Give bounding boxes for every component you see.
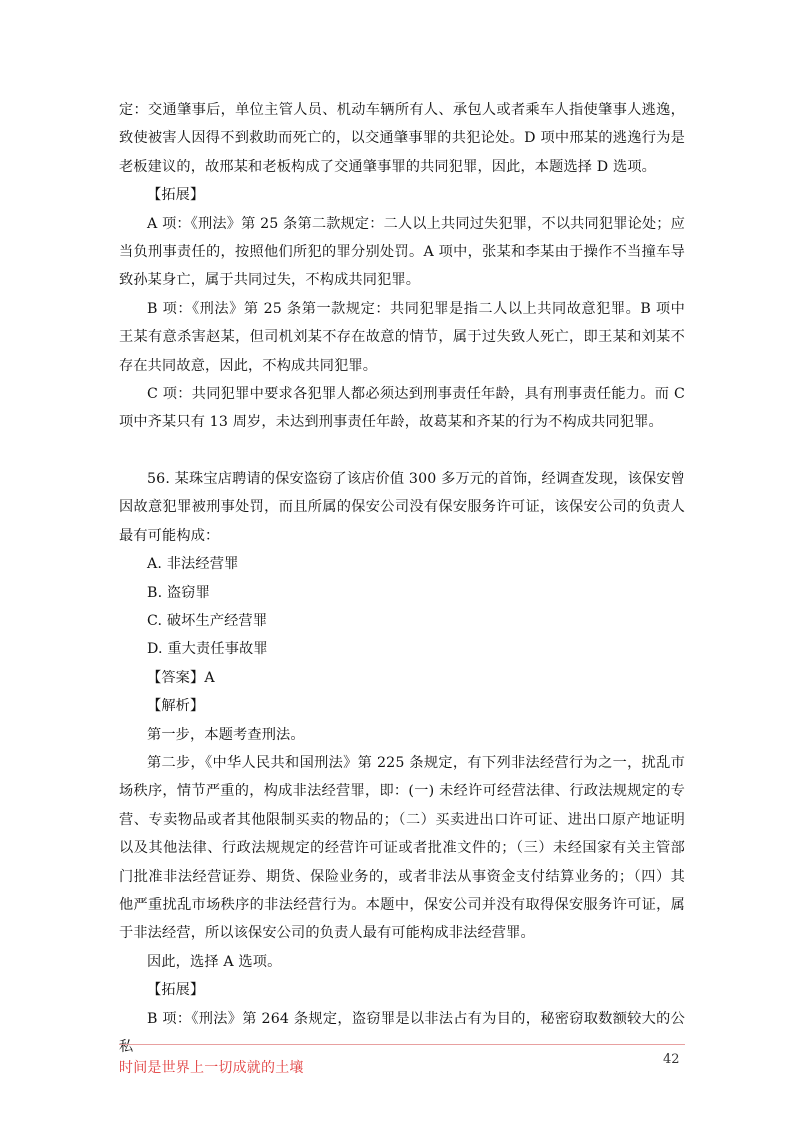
section-heading-expansion-2: 【拓展】 (147, 982, 205, 999)
page-body (119, 96, 685, 1061)
paragraph-option-a-analysis: A 项：《刑法》第 25 条第二款规定：二人以上共同过失犯罪，不以共同犯罪论处；应当负刑事责任的，按照他们所犯的罪分别处罚。A 项中，张某和李某由于操作不当撞车导致孙某身亡，属于共同过失，不构成共同犯罪。 (119, 215, 685, 289)
paragraph-option-c-analysis: C 项：共同犯罪中要求各犯罪人都必须达到刑事责任年龄，具有刑事责任能力。而 C 项中齐某只有 13 周岁，未达到刑事责任年龄，故葛某和齐某的行为不构成共同犯罪。 (119, 386, 685, 431)
footer-motto: 时间是世界上一切成就的土壤 (119, 1060, 304, 1076)
analysis-conclusion: 因此，选择 A 选项。 (147, 953, 282, 970)
analysis-step-two: 第二步，《中华人民共和国刑法》第 225 条规定，有下列非法经营行为之一，扰乱市场秩序，情节严重的，构成非法经营罪，即：(一) 未经许可经营法律、行政法规规定的专营、专卖物品或者其他限制买卖的物品的；（二）买卖进出口许可证、进出口原产地证明以及其他法律、行政法规规定的经营许可证或者批准文件的；（三）未经国家有关主管部门批准非法经营证券、期货、保险业务的，或者非法从事资金支付结算业务的；（四）其他严重扰乱市场秩序的非法经营行为。本题中，保安公司并没有取得保安服务许可证，属于非法经营，所以该保安公司的负责人最有可能构成非法经营罪。 (119, 754, 685, 942)
answer-heading: 【答案】A (147, 669, 215, 686)
analysis-heading: 【解析】 (147, 698, 205, 715)
paragraph-option-b-analysis: B 项：《刑法》第 25 条第一款规定：共同犯罪是指二人以上共同故意犯罪。B 项中王某有意杀害赵某，但司机刘某不存在故意的情节，属于过失致人死亡，即王某和刘某不存在共同故意，因此，不构成共同犯罪。 (119, 300, 685, 374)
analysis-step-one: 第一步，本题考查刑法。 (147, 726, 305, 743)
choice-b: B. 盗窃罪 (147, 584, 210, 601)
question-56-stem: 56. 某珠宝店聘请的保安盗窃了该店价值 300 多万元的首饰，经调查发现，该保安曾因故意犯罪被刑事处罚，而且所属的保安公司没有保安服务许可证，该保安公司的负责人最有可能构成： (119, 470, 685, 544)
paragraph-option-b-expansion: B 项：《刑法》第 264 条规定，盗窃罪是以非法占有为目的，秘密窃取数额较大的公私 (119, 1010, 685, 1055)
spacer (119, 437, 685, 465)
paragraph-prior-answer-continuation: 定：交通肇事后，单位主管人员、机动车辆所有人、承包人或者乘车人指使肇事人逃逸，致使被害人因得不到救助而死亡的，以交通肇事罪的共犯论处。D 项中邢某的逃逸行为是老板建议的，故邢某和老板构成了交通肇事罪的共同犯罪，因此，本题选择 D 选项。 (119, 102, 685, 175)
footer-divider (119, 1044, 685, 1045)
section-heading-expansion: 【拓展】 (147, 187, 205, 204)
choice-c: C. 破坏生产经营罪 (147, 612, 268, 629)
choice-a: A. 非法经营罪 (147, 556, 239, 573)
choice-d: D. 重大责任事故罪 (147, 641, 268, 658)
page-number: 42 (663, 1052, 680, 1067)
